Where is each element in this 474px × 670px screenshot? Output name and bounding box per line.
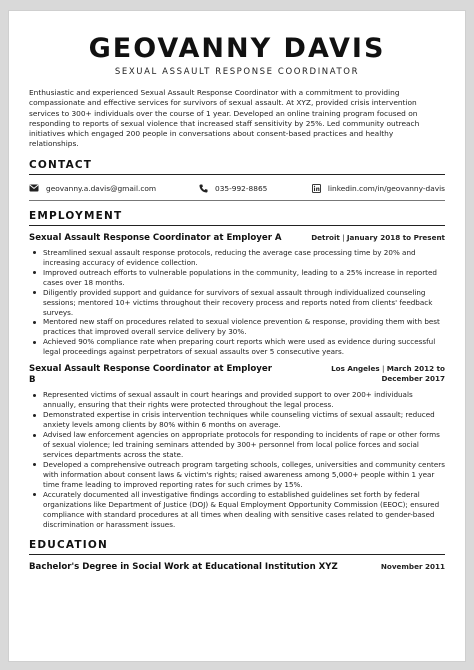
job-entry-b xyxy=(29,364,445,529)
education-entry xyxy=(29,562,445,572)
contact-phone[interactable] xyxy=(199,184,309,193)
contact-section-title: CONTACT xyxy=(29,159,445,175)
job-dates: March 2012 to December 2017 xyxy=(381,364,445,384)
job-bullets xyxy=(29,390,445,529)
contact-divider xyxy=(29,200,445,201)
education-section-title: EDUCATION xyxy=(29,539,445,555)
contact-email[interactable] xyxy=(29,184,199,193)
list-item: Accurately documented all investigative findings according to established guidelines set forth by federal organizations like Department of Justice (DOJ) & Equal Employment Opportunity Commission (EEOC); ensured compliance with standard procedures at all times when dealing with sensitive cases related to gender-based discrimination or harassment issues. xyxy=(29,490,445,530)
list-item: Achieved 90% compliance rate when preparing court reports which were used as evidence during successful legal proceedings against perpetrators of sexual assaults over 5 consecutive years. xyxy=(29,337,445,357)
list-item: Diligently provided support and guidance for survivors of sexual assault through individualized counseling sessions; mentored 10+ victims throughout their recovery process and reports noted from clients' feedback surveys. xyxy=(29,288,445,318)
job-location: Detroit xyxy=(311,232,340,242)
job-bullets xyxy=(29,248,445,357)
job-entry-a xyxy=(29,233,445,357)
job-location: Los Angeles xyxy=(331,364,380,374)
phone-icon xyxy=(199,184,208,193)
employment-section-title: EMPLOYMENT xyxy=(29,210,445,226)
list-item: Streamlined sexual assault response protocols, reducing the average case processing time by 20% and increasing accuracy of evidence collection. xyxy=(29,248,445,268)
envelope-icon xyxy=(29,184,39,192)
job-title: Sexual Assault Response Coordinator at Employer B xyxy=(29,364,272,386)
linkedin-text: linkedin.com/in/geovanny-davis xyxy=(327,183,445,193)
list-item: Mentored new staff on procedures related to sexual violence prevention & response, providing them with best practices that improved overall service delivery by 30%. xyxy=(29,317,445,337)
linkedin-icon xyxy=(312,184,321,193)
summary-paragraph: Enthusiastic and experienced Sexual Assault Response Coordinator with a commitment to providing compassionate and effective services for survivors of sexual assault. At XYZ, provided crisis intervention services to 300+ individuals over the course of 1 year. Developed an online training program focused on responding to reports of sexual violence that increased staff sensitivity by 25%. Led community outreach initiatives which engaged 200 people in conversations about consent-based practices and healthy relationships. xyxy=(29,88,420,149)
list-item: Represented victims of sexual assault in court hearings and provided support to over 200+ individuals annually, ensuring that their rights were protected throughout the legal process. xyxy=(29,390,445,410)
education-degree: Bachelor's Degree in Social Work at Educational Institution XYZ xyxy=(29,561,338,572)
job-meta: Los Angeles | March 2012 to December 2017 xyxy=(331,364,445,384)
candidate-role: SEXUAL ASSAULT RESPONSE COORDINATOR xyxy=(114,67,360,77)
education-date: November 2011 xyxy=(380,561,445,571)
list-item: Demonstrated expertise in crisis intervention techniques while counseling victims of sexual assault; reduced anxiety levels among clients by 80% within 6 months on average. xyxy=(29,410,445,430)
contact-row xyxy=(29,184,445,193)
contact-linkedin[interactable] xyxy=(309,184,445,193)
email-text: geovanny.a.davis@gmail.com xyxy=(46,183,157,193)
resume-page xyxy=(8,10,466,662)
phone-text: 035-992-8865 xyxy=(215,183,268,193)
job-title: Sexual Assault Response Coordinator at Employer A xyxy=(29,232,282,243)
list-item: Advised law enforcement agencies on appropriate protocols for responding to incidents of rape or other forms of sexual violence; led training seminars attended by 300+ personnel from local police forces and social services departments across the state. xyxy=(29,430,445,460)
list-item: Improved outreach efforts to vulnerable populations in the community, leading to a 25% increase in reported cases over 18 months. xyxy=(29,268,445,288)
job-meta: Detroit | January 2018 to Present xyxy=(311,232,445,242)
list-item: Developed a comprehensive outreach program targeting schools, colleges, universities and community centers with information about consent laws & victim's rights; raised awareness among 5,000+ people within 1 year time frame leading to improved reporting rates for such crimes by 15%. xyxy=(29,460,445,490)
candidate-name: GEOVANNY DAVIS xyxy=(88,33,386,64)
job-dates: January 2018 to Present xyxy=(346,232,445,242)
